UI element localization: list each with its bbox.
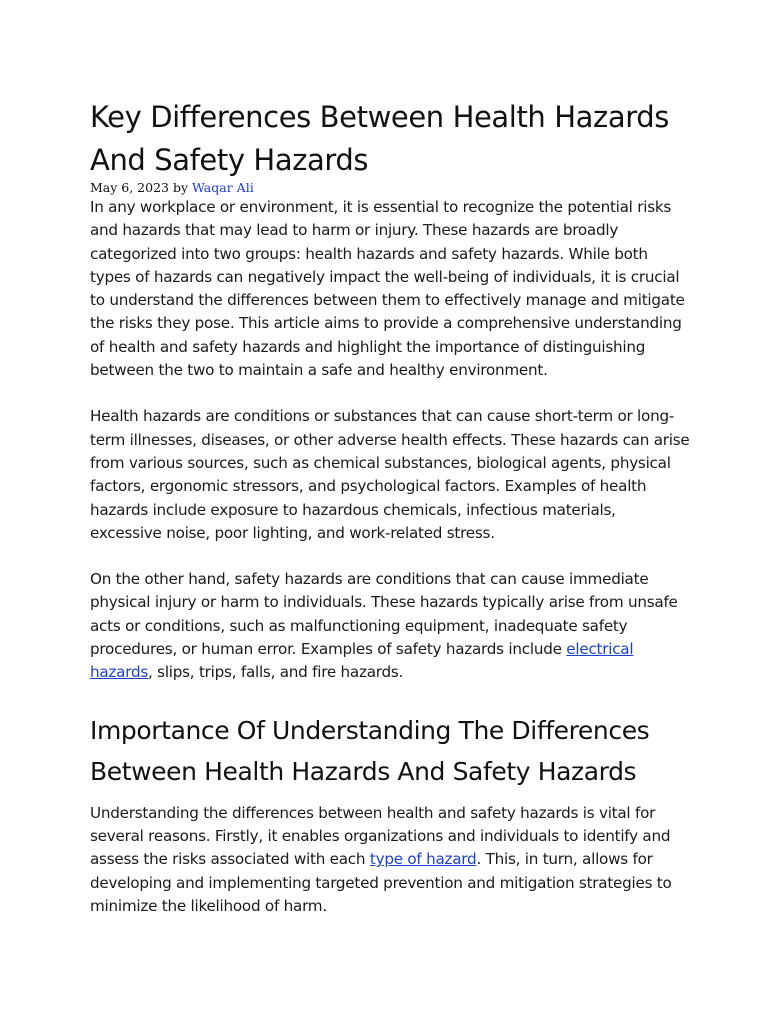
electrical-hazards-link[interactable]: electrical hazards xyxy=(90,640,634,682)
health-hazards-paragraph: Health hazards are conditions or substances that can cause short-term or long-term illnesses, diseases, or other adverse health effects. These hazards can arise from various sources, such as chemical substances, biological agents, physical factors, ergonomic stressors, and psychological factors. Examples of health hazards include exposure to hazardous chemicals, infectious materials, excessive noise, poor lighting, and work-related stress. xyxy=(90,407,690,542)
importance-paragraph xyxy=(90,802,690,918)
importance-paragraph-text-end: . This, in turn, allows for developing and implementing targeted prevention and mitigation strategies to minimize the likelihood of harm. xyxy=(90,850,672,915)
article-title: Key Differences Between Health Hazards And Safety Hazards xyxy=(90,100,669,177)
article xyxy=(90,96,690,918)
publish-date: May 6, 2023 xyxy=(90,180,169,195)
safety-hazards-paragraph xyxy=(90,568,690,684)
safety-paragraph-text-start: On the other hand, safety hazards are conditions that can cause immediate physical injury or harm to individuals. These hazards typically arise from unsafe acts or conditions, such as malfunctioning equipment, inadequate safety procedures, or human error. Examples of safety hazards include xyxy=(90,570,678,659)
section-heading-importance: Importance Of Understanding The Differences Between Health Hazards And Safety Hazards xyxy=(90,715,650,786)
safety-paragraph-text-end: , slips, trips, falls, and fire hazards. xyxy=(148,663,404,682)
byline xyxy=(90,180,690,196)
type-of-hazard-link[interactable]: type of hazard xyxy=(369,850,477,869)
importance-paragraph-text-start: Understanding the differences between health and safety hazards is vital for several reasons. Firstly, it enables organizations and individuals to identify and assess the risks associated with each xyxy=(90,803,671,869)
author-link[interactable]: Waqar Ali xyxy=(192,180,254,195)
byline-by: by xyxy=(172,180,189,195)
intro-paragraph: In any workplace or environment, it is essential to recognize the potential risks and hazards that may lead to harm or injury. These hazards are broadly categorized into two groups: health hazards and safety hazards. While both types of hazards can negatively impact the well-being of individuals, it is crucial to understand the differences between them to effectively manage and mitigate the risks they pose. This article aims to provide a comprehensive understanding of health and safety hazards and highlight the importance of distinguishing between the two to maintain a safe and healthy environment. xyxy=(90,198,685,380)
